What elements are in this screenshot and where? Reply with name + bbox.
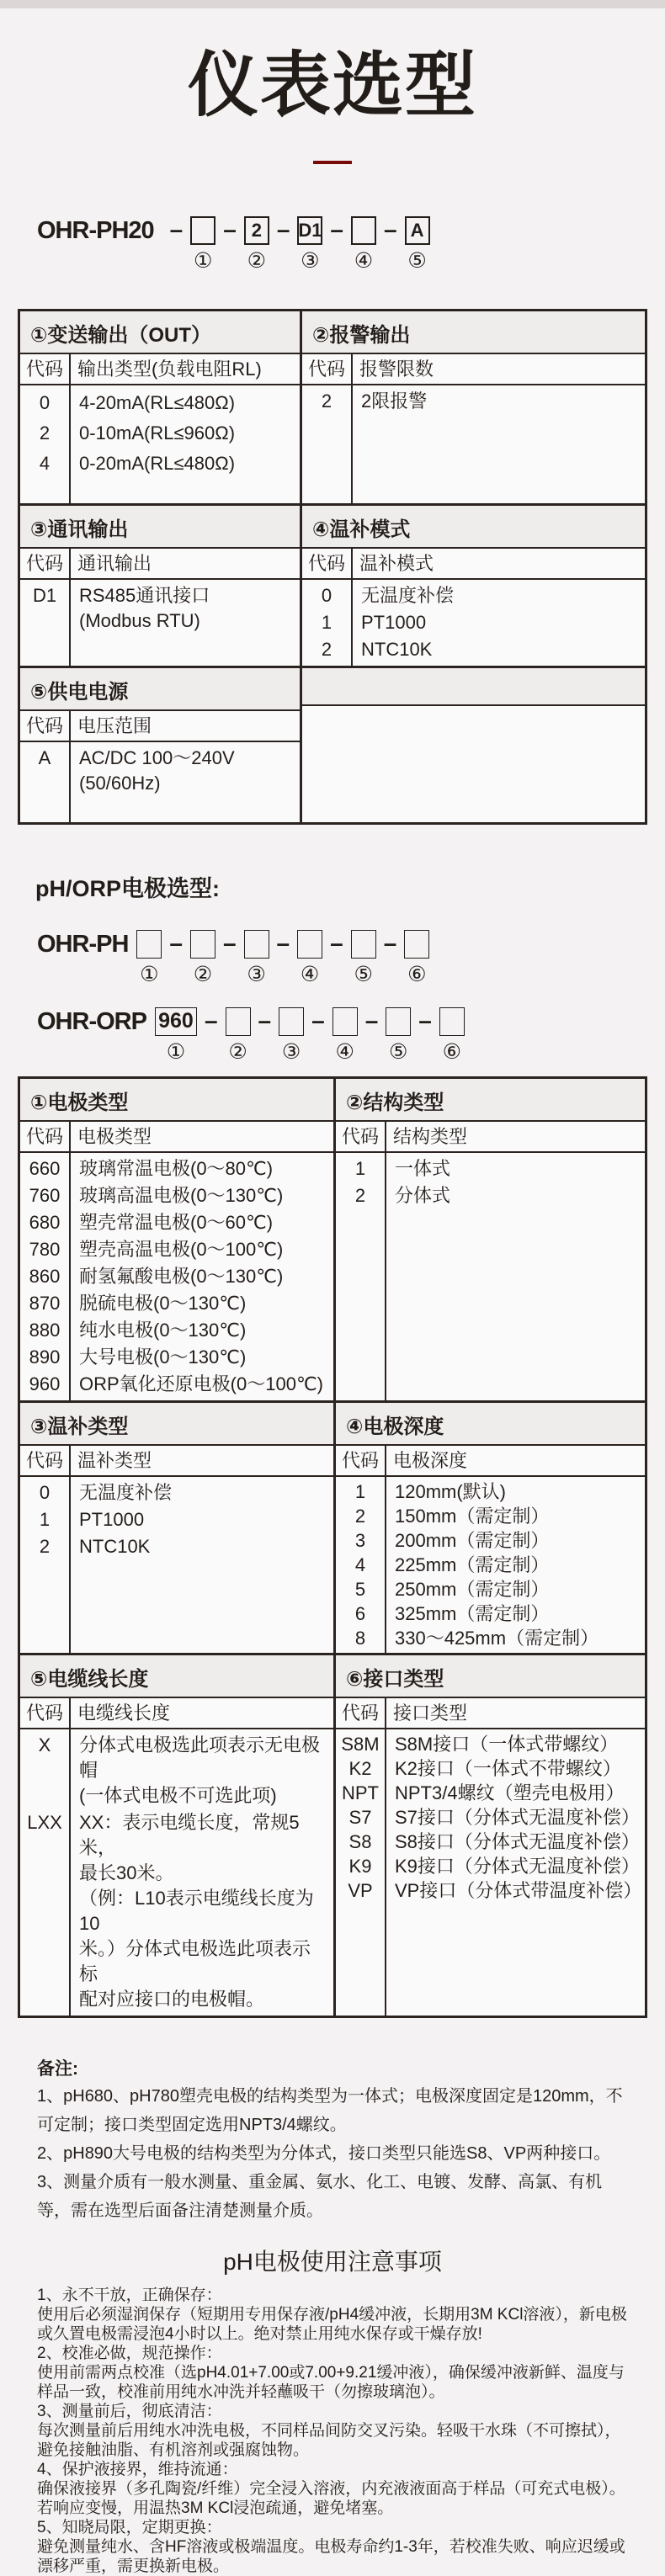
section-body xyxy=(302,706,645,822)
model-prefix: OHR-ORP xyxy=(37,1007,146,1035)
model-segment xyxy=(404,930,429,985)
column-headers xyxy=(336,1698,645,1729)
top-accent-bar xyxy=(0,0,665,8)
table-pair xyxy=(20,1079,645,1400)
model-code-box: D1 xyxy=(297,216,322,245)
circled-index: ④ xyxy=(335,1039,354,1064)
usage-note-head: 3、测量前后，彻底清洁： xyxy=(37,2402,222,2420)
code-cell: 4 xyxy=(354,1554,366,1575)
code-header: 代码 xyxy=(25,1449,63,1471)
section-electrode-depth xyxy=(333,1403,645,1653)
section-power-supply xyxy=(20,668,300,822)
model-code-box: 960 xyxy=(155,1007,197,1036)
desc-cell: ORP氧化还原电极(0～100℃) xyxy=(79,1373,323,1394)
desc-cell: 玻璃高温电极(0～130℃) xyxy=(79,1184,284,1206)
model-segment xyxy=(190,930,215,985)
section-title: ③温补类型 xyxy=(20,1403,333,1446)
table-pair xyxy=(20,311,645,503)
code-cell: NPT xyxy=(342,1782,379,1803)
model-code-box xyxy=(190,216,215,245)
code-header: 代码 xyxy=(25,1125,63,1147)
code-cell: K2 xyxy=(348,1757,372,1779)
model-segment xyxy=(351,930,376,985)
desc-header: 电压范围 xyxy=(77,714,152,736)
desc-cell: 4-20mA(RL≤480Ω) xyxy=(79,391,236,413)
code-cell: 2 xyxy=(354,1184,366,1206)
empty-section xyxy=(300,668,645,822)
code-cell: 2 xyxy=(39,422,51,443)
code-cell: X xyxy=(38,1734,51,1755)
title-divider xyxy=(313,161,352,164)
dash-separator: – xyxy=(169,215,184,242)
model-segment xyxy=(136,930,162,985)
model-code-box xyxy=(190,930,215,959)
desc-cell: 一体式 xyxy=(395,1157,451,1179)
dash-separator: – xyxy=(418,1006,432,1033)
model-segment xyxy=(226,1007,251,1063)
circled-index: ② xyxy=(247,248,267,273)
circled-index: ① xyxy=(140,962,159,986)
model-code-box xyxy=(226,1007,251,1036)
model-code-box xyxy=(386,1007,411,1036)
circled-index: ⑤ xyxy=(354,962,373,986)
section-title: ①变送输出（OUT） xyxy=(20,311,300,354)
code-header: 代码 xyxy=(307,552,345,574)
code-cell: A xyxy=(38,746,51,768)
code-header: 代码 xyxy=(341,1125,379,1147)
column-headers xyxy=(336,1446,645,1477)
desc-cell: 325mm（需定制） xyxy=(395,1602,550,1624)
code-cell: S8 xyxy=(348,1830,372,1852)
code-cell: S7 xyxy=(348,1806,372,1828)
code-header: 代码 xyxy=(25,358,63,380)
code-cell: 1 xyxy=(354,1480,366,1502)
section-title: ④温补模式 xyxy=(302,506,645,549)
desc-cell: 120mm(默认) xyxy=(395,1480,507,1502)
model-code-box xyxy=(136,930,162,959)
model-segment xyxy=(351,216,376,272)
desc-cell: 分体式 xyxy=(395,1184,451,1206)
desc-header: 电缆线长度 xyxy=(77,1702,171,1724)
section-temp-comp-mode xyxy=(300,506,645,666)
dash-separator: – xyxy=(223,215,237,242)
usage-note-body: 每次测量前后用纯水冲洗电极，不同样品间防交叉污染。轻吸干水珠（不可擦拭），避免接触油脂、有机溶剂或强腐蚀物。 xyxy=(37,2421,621,2459)
model-code-box xyxy=(351,216,376,245)
column-headers xyxy=(20,1122,333,1153)
model-segment xyxy=(297,930,322,985)
code-header: 代码 xyxy=(341,1702,379,1724)
dash-separator: – xyxy=(330,215,343,242)
model-code-box xyxy=(439,1007,465,1036)
usage-note-head: 2、校准必做，规范操作： xyxy=(37,2344,222,2362)
dash-separator: – xyxy=(311,1006,325,1033)
section-transmit-output xyxy=(20,311,300,503)
code-cell: 2 xyxy=(354,1505,366,1527)
usage-note xyxy=(37,2518,628,2576)
dash-separator: – xyxy=(204,1006,218,1033)
model-code-box: 2 xyxy=(244,216,269,245)
model-segment xyxy=(279,1007,304,1063)
desc-header: 输出类型(负载电阻RL) xyxy=(77,358,262,380)
desc-cell: XX：表示电缆长度，常规5米， 最长30米。 （例：L10表示电缆线长度为10 米。）分体式电极选此项表示标 配对应接口的电极帽。 xyxy=(79,1811,314,2010)
section-cable-length xyxy=(20,1655,333,2016)
column-headers xyxy=(20,1698,333,1729)
code-cell: 870 xyxy=(29,1292,61,1314)
circled-index: ③ xyxy=(301,248,320,273)
desc-cell: NPT3/4螺纹（塑壳电极用） xyxy=(395,1782,625,1803)
column-headers xyxy=(302,354,645,385)
code-cell: 890 xyxy=(29,1346,61,1368)
code-cell: 860 xyxy=(29,1265,61,1287)
table-pair xyxy=(20,666,645,822)
desc-cell: NTC10K xyxy=(79,1535,151,1557)
code-cell: 0 xyxy=(321,584,332,606)
page-title: 仪表选型 xyxy=(187,45,477,125)
desc-header: 通讯输出 xyxy=(77,552,152,574)
section-title: ⑤供电电源 xyxy=(20,668,300,711)
code-cell: 1 xyxy=(321,611,332,633)
desc-cell: 150mm（需定制） xyxy=(395,1505,550,1527)
usage-note-body: 使用前需两点校准（选pH4.01+7.00或7.00+9.21缓冲液），确保缓冲液新鲜、温度与样品一致，校准前用纯水冲洗并轻蘸吸干（勿擦玻璃泡）。 xyxy=(37,2363,625,2401)
model-segment xyxy=(297,216,322,272)
code-header: 代码 xyxy=(25,1702,63,1724)
code-cell: 880 xyxy=(29,1319,61,1341)
section-body xyxy=(336,1153,645,1400)
column-headers xyxy=(20,549,300,580)
remark-item: 3、测量介质有一般水测量、重金属、氨水、化工、电镀、发酵、高氯、有机等，需在选型后面备注清楚测量介质。 xyxy=(37,2172,603,2220)
code-cell: 6 xyxy=(354,1602,366,1624)
remarks-list xyxy=(37,2082,628,2225)
desc-cell: 纯水电极(0～130℃) xyxy=(79,1319,247,1341)
code-cell: 1 xyxy=(39,1508,51,1530)
circled-index: ⑤ xyxy=(407,248,427,273)
remark-item: 1、pH680、pH780塑壳电极的结构类型为一体式；电极深度固定是120mm，不可定制；接口类型固定选用NPT3/4螺纹。 xyxy=(37,2086,623,2134)
desc-cell: 0-10mA(RL≤960Ω) xyxy=(79,422,236,443)
section-body xyxy=(336,1477,645,1653)
dash-separator: – xyxy=(383,929,397,956)
section-body xyxy=(20,580,300,666)
table-pair xyxy=(20,1653,645,2016)
section-comm-output xyxy=(20,506,300,666)
desc-cell: S7接口（分体式无温度补偿） xyxy=(395,1806,640,1828)
section-title: ②结构类型 xyxy=(336,1079,645,1122)
dash-separator: – xyxy=(169,929,183,956)
desc-cell: 塑壳高温电极(0～100℃) xyxy=(79,1238,284,1260)
code-cell: 960 xyxy=(29,1373,61,1394)
remarks xyxy=(37,2057,628,2225)
column-headers xyxy=(20,354,300,385)
model-segment xyxy=(244,930,269,985)
model-segment xyxy=(190,216,215,272)
usage-note-body: 使用后必须湿润保存（短期用专用保存液/pH4缓冲液，长期用3M KCl溶液），新电极或久置电极需浸泡4小时以上。绝对禁止用纯水保存或干燥存放! xyxy=(37,2305,627,2343)
usage-note-head: 4、保护液接界，维持流通： xyxy=(37,2460,238,2478)
code-cell: K9 xyxy=(348,1855,372,1877)
section-title: ⑤电缆线长度 xyxy=(20,1655,333,1698)
model-segment xyxy=(405,216,430,272)
desc-cell: 分体式电极选此项表示无电极帽 (一体式电极不可选此项) xyxy=(79,1734,321,1806)
circled-index: ③ xyxy=(281,1039,301,1064)
usage-notes xyxy=(37,2286,628,2576)
circled-index: ① xyxy=(194,248,213,273)
section-title: ③通讯输出 xyxy=(20,506,300,549)
desc-cell: PT1000 xyxy=(79,1508,145,1530)
model-code-box xyxy=(279,1007,304,1036)
desc-cell: S8M接口（一体式带螺纹） xyxy=(395,1733,619,1755)
usage-note xyxy=(37,2402,628,2460)
code-cell: 0 xyxy=(39,1481,51,1503)
code-cell: 8 xyxy=(354,1627,366,1649)
desc-cell: 250mm（需定制） xyxy=(395,1578,550,1600)
code-cell: 760 xyxy=(29,1184,61,1206)
desc-cell: 耐氢氟酸电极(0～130℃) xyxy=(79,1265,284,1287)
desc-cell: 2限报警 xyxy=(361,390,428,412)
table-pair xyxy=(20,1400,645,1653)
orp-electrode-model-code xyxy=(37,1007,665,1063)
model-code-box xyxy=(332,1007,358,1036)
code-header: 代码 xyxy=(307,358,345,380)
section-title: ①电极类型 xyxy=(20,1079,333,1122)
dash-separator: – xyxy=(276,215,290,242)
section-electrode-type xyxy=(20,1079,333,1400)
usage-note-body: 避免测量纯水、含HF溶液或极端温度。电极寿命约1-3年，若校准失败、响应迟缓或漂移严重，需更换新电极。 xyxy=(37,2537,625,2575)
model-segment xyxy=(155,1007,197,1063)
desc-cell: 200mm（需定制） xyxy=(395,1529,550,1551)
model-code-box: A xyxy=(405,216,430,245)
desc-cell: 塑壳常温电极(0～60℃) xyxy=(79,1211,274,1233)
desc-cell: S8接口（分体式无温度补偿） xyxy=(395,1830,640,1852)
section-body xyxy=(20,1153,333,1400)
column-headers xyxy=(336,1122,645,1153)
desc-header: 报警限数 xyxy=(359,358,434,380)
section-body xyxy=(336,1729,645,2016)
circled-index: ⑥ xyxy=(442,1039,462,1064)
code-cell: 2 xyxy=(321,390,332,412)
section-temp-comp-type xyxy=(20,1403,333,1653)
section-title: ④电极深度 xyxy=(336,1403,645,1446)
usage-note-body: 确保液接界（多孔陶瓷/纤维）完全浸入溶液，内充液液面高于样品（可充式电极）。若响应变慢，用温热3M KCl浸泡疏通，避免堵塞。 xyxy=(37,2479,625,2517)
column-headers xyxy=(20,1446,333,1477)
code-cell: 680 xyxy=(29,1211,61,1233)
circled-index: ④ xyxy=(300,962,320,986)
code-cell: 2 xyxy=(321,638,332,660)
model-prefix: OHR-PH20 xyxy=(37,216,154,244)
code-cell: 2 xyxy=(39,1535,51,1557)
desc-header: 温补模式 xyxy=(359,552,434,574)
usage-note xyxy=(37,2286,628,2344)
desc-cell: 脱硫电极(0～130℃) xyxy=(79,1292,247,1314)
code-header: 代码 xyxy=(341,1449,379,1471)
desc-cell: 玻璃常温电极(0～80℃) xyxy=(79,1157,274,1179)
desc-cell: RS485通讯接口 (Modbus RTU) xyxy=(79,584,210,631)
remarks-title: 备注: xyxy=(37,2058,78,2079)
code-cell: VP xyxy=(348,1879,373,1901)
code-cell: 660 xyxy=(29,1157,61,1179)
ph-electrode-model-code xyxy=(37,930,665,985)
code-cell: 3 xyxy=(354,1529,366,1551)
model-prefix: OHR-PH xyxy=(37,930,129,958)
code-cell: S8M xyxy=(341,1733,380,1755)
dash-separator: – xyxy=(222,929,237,956)
circled-index: ① xyxy=(166,1039,186,1064)
code-cell: LXX xyxy=(27,1811,62,1833)
code-cell: 1 xyxy=(354,1157,366,1179)
section-title: ⑥接口类型 xyxy=(336,1655,645,1698)
section-alarm-output xyxy=(300,311,645,503)
usage-note xyxy=(37,2460,628,2518)
desc-header: 电极深度 xyxy=(393,1449,468,1471)
circled-index: ② xyxy=(228,1039,247,1064)
model-code-box xyxy=(351,930,376,959)
code-cell: 4 xyxy=(39,452,51,474)
notice-title: pH电极使用注意事项 xyxy=(223,2248,442,2275)
circled-index: ⑥ xyxy=(407,962,427,986)
meter-selection-table xyxy=(18,309,647,825)
section-body xyxy=(20,742,300,822)
section-body xyxy=(20,1729,333,2016)
section-body xyxy=(302,385,645,503)
model-code-box xyxy=(244,930,269,959)
desc-cell: AC/DC 100～240V (50/60Hz) xyxy=(79,746,235,794)
circled-index: ③ xyxy=(247,962,266,986)
meter-model-code xyxy=(37,216,665,272)
column-headers xyxy=(302,549,645,580)
section-structure-type xyxy=(333,1079,645,1400)
section-body xyxy=(302,580,645,666)
desc-cell: 330～425mm（需定制） xyxy=(395,1627,599,1649)
code-cell: D1 xyxy=(32,584,57,606)
model-segment xyxy=(332,1007,358,1063)
section-body xyxy=(20,385,300,503)
circled-index: ④ xyxy=(354,248,374,273)
code-cell: 5 xyxy=(354,1578,366,1600)
model-segment xyxy=(244,216,269,272)
dash-separator: – xyxy=(383,215,397,242)
code-cell: 780 xyxy=(29,1238,61,1260)
remark-item: 2、pH890大号电极的结构类型为分体式，接口类型只能选S8、VP两种接口。 xyxy=(37,2143,611,2163)
desc-cell: 无温度补偿 xyxy=(361,584,455,606)
dash-separator: – xyxy=(276,929,290,956)
dash-separator: – xyxy=(258,1006,272,1033)
circled-index: ⑤ xyxy=(389,1039,408,1064)
electrode-heading: pH/ORP电极选型: xyxy=(35,875,220,901)
model-segment xyxy=(386,1007,411,1063)
desc-cell: 大号电极(0～130℃) xyxy=(79,1346,247,1368)
column-headers xyxy=(20,711,300,742)
desc-header: 结构类型 xyxy=(393,1125,468,1147)
usage-note xyxy=(37,2344,628,2402)
desc-cell: 0-20mA(RL≤480Ω) xyxy=(79,452,236,474)
code-cell: 0 xyxy=(39,391,51,413)
model-segment xyxy=(439,1007,465,1063)
usage-note-head: 5、知晓局限，定期更换： xyxy=(37,2518,222,2536)
dash-separator: – xyxy=(364,1006,379,1033)
section-body xyxy=(20,1477,333,1653)
desc-header: 温补类型 xyxy=(77,1449,152,1471)
model-code-box xyxy=(297,930,322,959)
section-interface-type xyxy=(333,1655,645,2016)
desc-cell: NTC10K xyxy=(361,638,433,660)
circled-index: ② xyxy=(193,962,213,986)
dash-separator: – xyxy=(330,929,343,956)
section-title xyxy=(302,668,645,706)
desc-cell: 无温度补偿 xyxy=(79,1481,173,1503)
usage-note-head: 1、永不干放，正确保存： xyxy=(37,2286,222,2304)
desc-cell: 225mm（需定制） xyxy=(395,1554,550,1575)
desc-cell: K2接口（一体式不带螺纹） xyxy=(395,1757,621,1779)
desc-cell: K9接口（分体式无温度补偿） xyxy=(395,1855,640,1877)
desc-header: 电极类型 xyxy=(77,1125,152,1147)
desc-cell: PT1000 xyxy=(361,611,427,633)
model-code-box xyxy=(404,930,429,959)
code-header: 代码 xyxy=(25,552,63,574)
table-pair xyxy=(20,503,645,666)
code-header: 代码 xyxy=(25,714,63,736)
desc-cell: VP接口（分体式带温度补偿） xyxy=(395,1879,642,1901)
electrode-selection-table xyxy=(18,1076,647,2018)
section-title: ②报警输出 xyxy=(302,311,645,354)
desc-header: 接口类型 xyxy=(393,1702,468,1724)
